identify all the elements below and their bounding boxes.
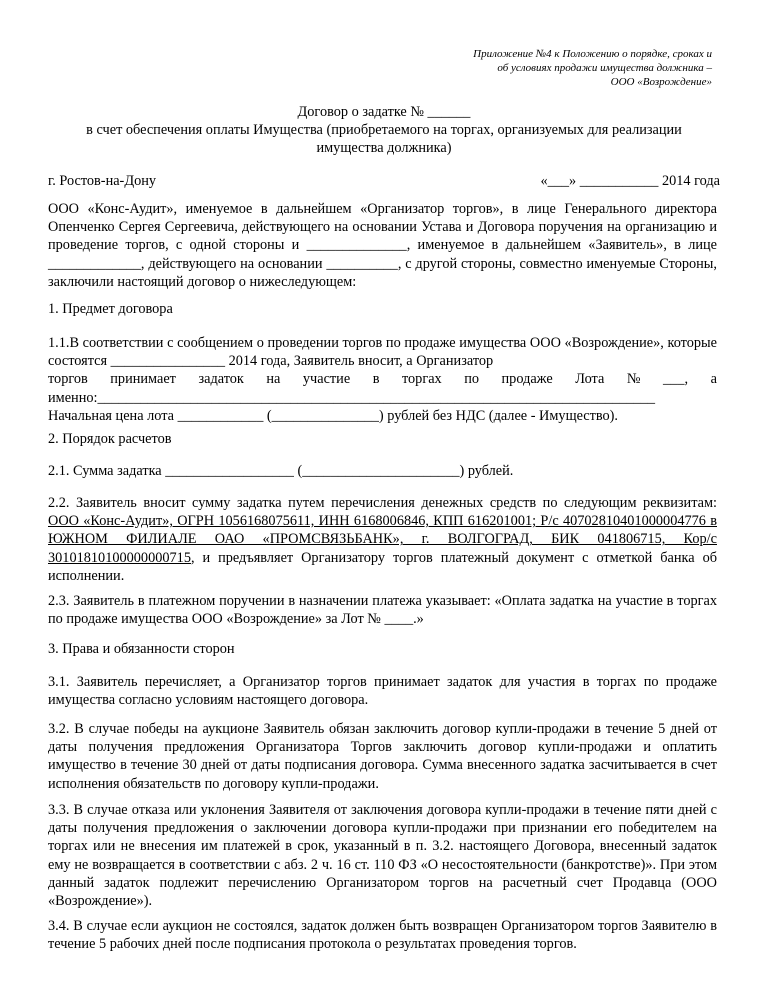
word: торгов: [48, 371, 88, 388]
word: торгах: [401, 371, 442, 388]
clause-1-1-text: 1.1.В соответствии с сообщением о проведении торгов по продаже имущества ООО «Возрождение», которые состоятся ________________ 2014 года, Заявитель вносит, а Организатор: [48, 335, 717, 370]
title-line: в счет обеспечения оплаты Имущества (приобретаемого на торгах, организуемых для реализации: [86, 122, 682, 138]
clause-2-1: 2.1. Сумма задатка __________________ (______________________) рублей.: [48, 463, 514, 479]
clause-2-2-text-a: 2.2. Заявитель вносит сумму задатка путем перечисления денежных средств по следующим реквизитам:: [48, 495, 717, 511]
clause-1-1-line4: именно:______________________________________________________________________________: [48, 389, 656, 406]
clause-1-1-line5: Начальная цена лота ____________ (_______________) рублей без НДС (далее - Имущество).: [48, 407, 619, 424]
place: г. Ростов-на-Дону: [48, 173, 157, 189]
word: №: [626, 371, 641, 388]
clause-3-2: 3.2. В случае победы на аукционе Заявитель обязан заключить договор купли-продажи в течение 5 дней от даты получения предложения Организатора Торгов заключить договор купли-продажи и оплатить имущество в течение 30 дней от даты подписания договора. Сумма внесенного задатка засчитывается в счет исполнения обязательств по договору купли-продажи.: [48, 721, 717, 792]
word: а: [710, 371, 717, 388]
clause-1-1-line3: [48, 370, 717, 388]
clause-3-3: 3.3. В случае отказа или уклонения Заявителя от заключения договора купли-продажи в течение пяти дней с даты получения предложения о заключении договора купли-продажи при признании его победителем на торгах или не внесения им платежей в срок, указанный в п. 3.2. настоящего Договора, внесенный задаток ему не возвращается в соответствии с абз. 2 ч. 16 ст. 110 ФЗ «О несостоятельности (банкротстве)». При этом данный задаток подлежит перечислению Организатором торгов на расчетный счет Продавца (ООО «Возрождение»).: [48, 802, 717, 910]
document-title: [48, 103, 720, 157]
section-3-heading: 3. Права и обязанности сторон: [48, 641, 235, 657]
clause-2-2-text-b: , и предъявляет Организатору торгов платежный документ с отметкой банка об исполнении.: [48, 549, 717, 584]
word: принимает: [110, 371, 176, 388]
appendix-line: Приложение №4 к Положению о порядке, сроках и: [473, 48, 712, 60]
word: ___,: [663, 371, 689, 388]
preamble: ООО «Конс-Аудит», именуемое в дальнейшем «Организатор торгов», в лице Генерального директора Опенченко Сергея Сергеевича, действующего на основании Устава и Договора поручения на организацию и проведение торгов, с одной стороны и ______________, именуемое в дальнейшем «Заявитель», в лице _____________, действующего на основании __________, с другой стороны, совместно именуемые Стороны, заключили настоящий договор о нижеследующем:: [48, 201, 717, 290]
word: продаже: [501, 371, 553, 388]
word: по: [464, 371, 480, 388]
date: «___» ___________ 2014 года: [540, 173, 720, 189]
appendix-note: [412, 47, 712, 89]
clause-3-4: 3.4. В случае если аукцион не состоялся, задаток должен быть возвращен Организатором торгов Заявителю в течение 5 рабочих дней после подписания протокола о результатах проведения торгов.: [48, 918, 717, 953]
clause-2-3: 2.3. Заявитель в платежном поручении в назначении платежа указывает: «Оплата задатка на участие в торгах по продаже имущества ООО «Возрождение» за Лот № ____.»: [48, 593, 717, 628]
clause-2-2: [48, 494, 717, 585]
word: участие: [302, 371, 351, 388]
clause-3-1: 3.1. Заявитель перечисляет, а Организатор торгов принимает задаток для участия в торгах по продаже имущества согласно условиям настоящего договора.: [48, 674, 717, 709]
place-date-row: [48, 172, 720, 190]
word: в: [372, 371, 380, 388]
appendix-line: об условиях продажи имущества должника –: [497, 62, 712, 74]
word: задаток: [198, 371, 244, 388]
title-line: имущества должника): [316, 140, 452, 156]
section-2-heading: 2. Порядок расчетов: [48, 431, 172, 447]
section-1-heading: 1. Предмет договора: [48, 301, 173, 317]
word: Лота: [575, 371, 605, 388]
word: на: [266, 371, 281, 388]
appendix-line: ООО «Возрождение»: [610, 76, 712, 88]
title-line: Договор о задатке № ______: [297, 104, 471, 120]
clause-1-1: [48, 334, 717, 425]
bank-details: ООО «Конс-Аудит», ОГРН 1056168075611, ИНН 6168006846, КПП 616201001; Р/с 40702810401000004776 в ЮЖНОМ ФИЛИАЛЕ ОАО «ПРОМСВЯЗЬБАНК», г. ВОЛГОГРАД, БИК 041806715, Кор/с 30101810100000000715: [48, 513, 717, 566]
